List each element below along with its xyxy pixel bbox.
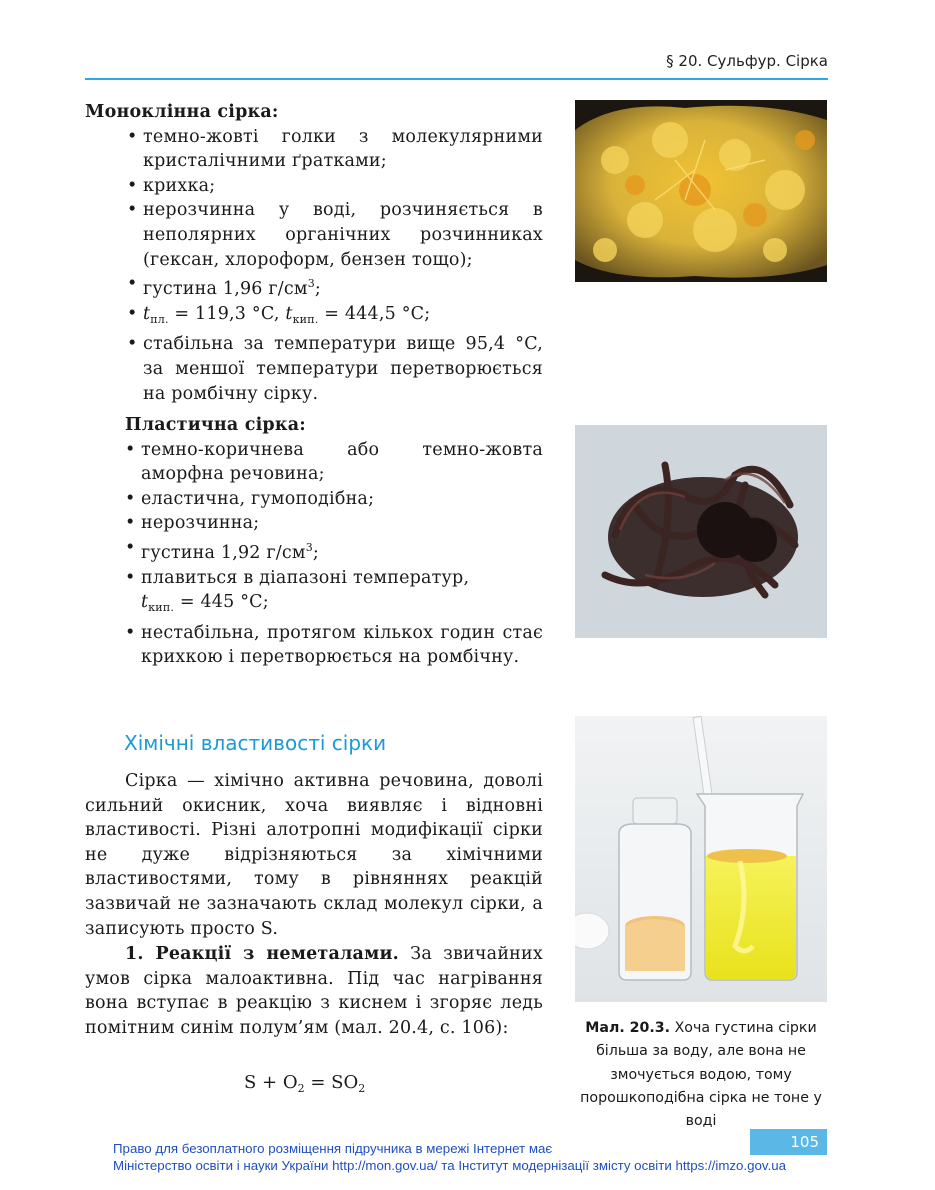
sulfur-water-photo	[575, 716, 827, 1002]
melting-subscript: пл.	[150, 312, 169, 326]
boiling-symbol: t	[141, 592, 149, 613]
list-item: • еластична, гумоподібна;	[125, 487, 543, 512]
plastic-section	[125, 413, 543, 670]
paragraph-bold-lead: 1. Реакції з неметалами.	[125, 944, 399, 964]
equation-subscript: 2	[358, 1082, 366, 1095]
melt-text: плавиться в діапазоні температур,	[141, 567, 470, 588]
equation-middle: = SO	[304, 1072, 359, 1093]
boiling-value: = 445 °C;	[174, 592, 269, 613]
density-unit-exponent: 3	[305, 540, 313, 554]
monoclinic-section	[85, 100, 543, 406]
footer-line: Міністерство освіти і науки України http://mon.gov.ua/ та Інститут модернізації змісту освіти https://imzo.gov.ua	[113, 1158, 787, 1173]
melting-value: = 119,3 °C,	[168, 303, 286, 324]
list-item: • темно-коричнева або темно-жовта аморфна речовина;	[125, 438, 543, 487]
list-item	[127, 272, 543, 302]
caption-text: Хоча густина сірки більша за воду, але вона не змочується водою, тому порошкоподібна сірка не тоне у воді	[580, 1020, 822, 1130]
caption-label: Мал. 20.3.	[585, 1020, 671, 1036]
footer-line: Право для безоплатного розміщення підручника в мережі Інтернет має	[113, 1141, 553, 1156]
plastic-sulfur-photo	[575, 425, 827, 638]
monoclinic-sulfur-photo	[575, 100, 827, 282]
melting-symbol: t	[143, 303, 151, 324]
paragraph: Сірка — хімічно активна речовина, доволі сильний окисник, хоча виявляє і відновні властивості. Різні алотропні модифікації сірки не дуже відрізняються за хімічними властивостями, тому в рівняннях реакцій зазвичай не зазначають склад молекул сірки, а записують просто S.	[85, 771, 543, 939]
running-title: § 20. Сульфур. Сірка	[666, 52, 828, 70]
plastic-list	[125, 438, 543, 670]
density-end: ;	[314, 279, 321, 300]
list-item: • нерозчинна у воді, розчиняється в неполярних органічних розчинниках (гексан, хлороформ, бензен тощо);	[127, 198, 543, 272]
density-text: густина 1,92 г/см	[141, 542, 306, 563]
figure-caption	[575, 1017, 827, 1133]
density-unit-exponent: 3	[307, 277, 315, 291]
list-item	[125, 566, 543, 621]
page-number: 105	[750, 1129, 827, 1155]
section-heading: Хімічні властивості сірки	[124, 731, 387, 755]
density-end: ;	[312, 542, 319, 563]
list-item: • темно-жовті голки з молекулярними кристалічними ґратками;	[127, 125, 543, 174]
boiling-subscript: кип.	[148, 601, 175, 615]
equation-subscript: 2	[297, 1082, 305, 1095]
boiling-value: = 444,5 °C;	[318, 303, 431, 324]
boiling-subscript: кип.	[292, 312, 319, 326]
chemical-equation	[244, 1072, 365, 1095]
header-rule	[85, 78, 828, 80]
paragraph	[85, 942, 543, 1040]
boiling-symbol: t	[285, 303, 293, 324]
list-item	[125, 536, 543, 566]
monoclinic-title: Моноклінна сірка:	[85, 102, 279, 122]
list-item	[127, 302, 543, 333]
equation-left: S + O	[244, 1072, 298, 1093]
list-item: • нерозчинна;	[125, 511, 543, 536]
list-item: • крихка;	[127, 174, 543, 199]
list-item: • стабільна за температури вище 95,4 °C, за меншої температури перетворюється на ромбічну сірку.	[127, 332, 543, 406]
list-item: • нестабільна, протягом кількох годин стає крихкою і перетворюється на ромбічну.	[125, 621, 543, 670]
paragraph-text: За звичайних умов сірка малоактивна. Під час нагрівання вона вступає в реакцію з киснем і згоряє ледь помітним синім полум’ям (мал. 20.4, с. 106):	[85, 944, 543, 1038]
plastic-title: Пластична сірка:	[125, 415, 306, 435]
monoclinic-list	[127, 125, 543, 407]
density-text: густина 1,96 г/см	[143, 279, 308, 300]
